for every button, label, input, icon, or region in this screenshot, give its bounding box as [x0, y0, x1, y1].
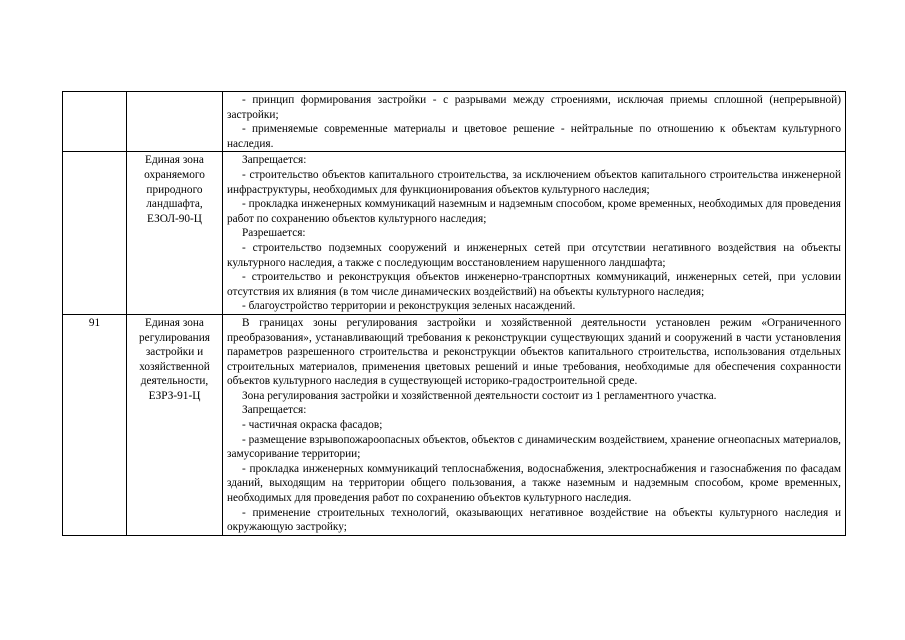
- zone-name-cell: Единая зона регулирования застройки и хозяйственной деятельности, ЕЗРЗ-91-Ц: [127, 314, 223, 535]
- regulation-paragraph: - частичная окраска фасадов;: [242, 419, 383, 432]
- regulation-text-cell: [223, 314, 846, 535]
- regulation-paragraph: Зона регулирования застройки и хозяйственной деятельности состоит из 1 регламентного участка.: [242, 389, 717, 402]
- regulation-paragraph: - благоустройство территории и реконструкция зеленых насаждений.: [242, 300, 576, 313]
- regulation-paragraph: Запрещается:: [242, 404, 307, 417]
- regulation-paragraph: В границах зоны регулирования застройки и хозяйственной деятельности установлен режим «Ограниченного преобразования», устанавливающий требования к реконструкции существующих зданий и сооружений в части установления параметров разрешенного строительства и реконструкции объектов капитального строительства, использования отдельных строительных материалов, применения цветовых решений и иные требования, необходимые для обеспечения сохранности объектов культурного наследия в существующей историко-градостроительной среде.: [227, 316, 841, 388]
- row-number-cell: 91: [63, 314, 127, 535]
- regulation-paragraph: - применяемые современные материалы и цветовое решение - нейтральные по отношению к объектам культурного наследия.: [227, 123, 841, 150]
- regulation-paragraph: - принцип формирования застройки - с разрывами между строениями, исключая приемы сплошной (непрерывной) застройки;: [227, 94, 841, 121]
- regulation-text-cell: [223, 152, 846, 315]
- zone-name-cell: Единая зона охраняемого природного ландшафта, ЕЗОЛ-90-Ц: [127, 152, 223, 315]
- regulation-paragraph: - строительство объектов капитального строительства, за исключением объектов капитального строительства инженерной инфраструктуры, необходимых для функционирования объектов культурного наследия;: [227, 168, 841, 196]
- regulation-paragraph: - прокладка инженерных коммуникаций теплоснабжения, водоснабжения, электроснабжения и газоснабжения по фасадам зданий, выходящим на территории общего пользования, а также наземным и надземным способом, кроме временных, необходимых для проведения работ по сохранению объектов культурного наследия.: [227, 462, 841, 505]
- zone-name-cell: [127, 92, 223, 152]
- regulation-paragraph: Разрешается:: [242, 227, 306, 240]
- regulation-paragraph: - прокладка инженерных коммуникаций наземным и надземным способом, кроме временных, необходимых для проведения работ по сохранению объектов культурного наследия;: [227, 198, 841, 225]
- regulation-paragraph: Запрещается:: [242, 154, 307, 167]
- table-row: [63, 152, 846, 315]
- regulation-paragraph: - строительство и реконструкция объектов инженерно-транспортных коммуникаций, инженерных сетей, при условии отсутствия их влияния (в том числе динамических воздействий) на объекты культурного наследия;: [227, 271, 841, 298]
- row-number-cell: [63, 152, 127, 315]
- regulation-paragraph: - применение строительных технологий, оказывающих негативное воздействие на объекты культурного наследия и окружающую застройку;: [227, 506, 841, 534]
- table-row: [63, 314, 846, 535]
- regulation-text-cell: [223, 92, 846, 152]
- regulation-paragraph: - строительство подземных сооружений и инженерных сетей при отсутствии негативного воздействия на объекты культурного наследия, а также с последующим восстановлением нарушенного ландшафта;: [227, 241, 841, 269]
- regulation-paragraph: - размещение взрывопожароопасных объектов, объектов с динамическим воздействием, хранение огнеопасных материалов, замусоривание территории;: [227, 433, 841, 461]
- table-row: [63, 92, 846, 152]
- regulations-table: [62, 91, 846, 536]
- row-number-cell: [63, 92, 127, 152]
